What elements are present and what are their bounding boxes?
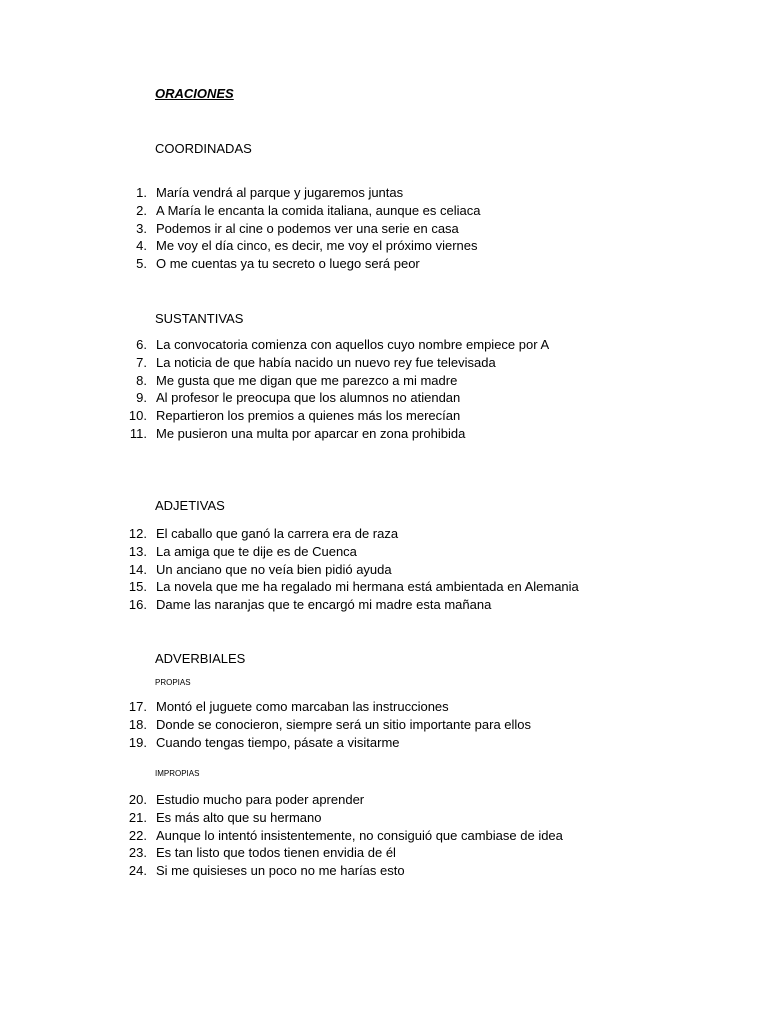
item-number: 10. [128, 408, 147, 424]
section-heading-adjetivas: ADJETIVAS [155, 498, 225, 513]
item-number: 7. [136, 354, 147, 370]
list-sustantivas [0, 336, 768, 443]
item-text: Un anciano que no veía bien pidió ayuda [156, 561, 392, 577]
item-number: 17. [128, 699, 147, 714]
subheading-propias: PROPIAS [155, 678, 191, 687]
item-text: La novela que me ha regalado mi hermana está ambientada en Alemania [156, 579, 579, 595]
item-text: O me cuentas ya tu secreto o luego será peor [156, 256, 420, 272]
item-text: Donde se conocieron, siempre será un sitio importante para ellos [156, 716, 532, 732]
section-heading-adverbiales: ADVERBIALES [155, 651, 246, 666]
list-item [0, 578, 768, 596]
item-text: María vendrá al parque y jugaremos juntas [156, 185, 404, 200]
section-heading-sustantivas: SUSTANTIVAS [155, 311, 244, 326]
list-item [0, 184, 768, 202]
item-text: Me voy el día cinco, es decir, me voy el próximo viernes [156, 238, 478, 254]
list-item [0, 698, 768, 716]
item-text: Estudio mucho para poder aprender [156, 792, 365, 807]
list-adverbiales-propias [0, 698, 768, 751]
list-adjetivas [0, 525, 768, 614]
subheading-impropias: IMPROPIAS [155, 769, 200, 778]
list-item [0, 844, 768, 862]
item-number: 11. [129, 425, 147, 441]
item-text: La noticia de que había nacido un nuevo rey fue televisada [156, 354, 496, 370]
item-number: 14. [128, 561, 147, 577]
item-number: 18. [128, 716, 147, 732]
item-text: Montó el juguete como marcaban las instrucciones [156, 699, 449, 714]
list-item [0, 561, 768, 579]
list-item [0, 596, 768, 614]
item-number: 8. [136, 372, 147, 388]
item-number: 1. [136, 185, 147, 200]
document-title: ORACIONES [155, 86, 234, 101]
item-number: 5. [136, 256, 147, 272]
item-text: La amiga que te dije es de Cuenca [156, 543, 357, 559]
list-item [0, 255, 768, 273]
item-text: Es más alto que su hermano [156, 809, 322, 825]
item-text: Aunque lo intentó insistentemente, no consiguió que cambiase de idea [156, 827, 563, 843]
list-item [0, 425, 768, 443]
list-adverbiales-impropias [0, 791, 768, 880]
item-number: 6. [136, 337, 147, 352]
item-number: 24. [128, 863, 147, 879]
item-number: 13. [128, 543, 147, 559]
item-number: 2. [136, 202, 147, 218]
list-item [0, 809, 768, 827]
item-text: Me pusieron una multa por aparcar en zona prohibida [156, 425, 466, 441]
list-coordinadas [0, 184, 768, 273]
list-item [0, 202, 768, 220]
item-number: 23. [128, 845, 147, 861]
item-text: Podemos ir al cine o podemos ver una serie en casa [156, 220, 459, 236]
item-text: Dame las naranjas que te encargó mi madre esta mañana [156, 597, 492, 613]
list-item [0, 525, 768, 543]
item-number: 19. [128, 734, 147, 750]
section-heading-coordinadas: COORDINADAS [155, 141, 252, 156]
list-item [0, 354, 768, 372]
item-number: 20. [128, 792, 147, 807]
list-item [0, 336, 768, 354]
item-text: Al profesor le preocupa que los alumnos no atiendan [156, 390, 461, 406]
list-item [0, 220, 768, 238]
list-item [0, 827, 768, 845]
list-item [0, 716, 768, 734]
item-text: A María le encanta la comida italiana, aunque es celiaca [156, 202, 481, 218]
list-item [0, 791, 768, 809]
item-text: La convocatoria comienza con aquellos cuyo nombre empiece por A [156, 337, 550, 352]
list-item [0, 734, 768, 752]
list-item [0, 372, 768, 390]
item-number: 15. [128, 579, 147, 595]
item-text: Repartieron los premios a quienes más los merecían [156, 408, 461, 424]
item-text: Cuando tengas tiempo, pásate a visitarme [156, 734, 400, 750]
item-number: 3. [136, 220, 147, 236]
item-number: 9. [136, 390, 147, 406]
item-text: El caballo que ganó la carrera era de raza [156, 526, 399, 541]
item-number: 22. [128, 827, 147, 843]
list-item [0, 407, 768, 425]
item-text: Me gusta que me digan que me parezco a mi madre [156, 372, 458, 388]
list-item [0, 389, 768, 407]
list-item [0, 543, 768, 561]
list-item [0, 237, 768, 255]
item-text: Si me quisieses un poco no me harías esto [156, 863, 405, 879]
item-number: 12. [128, 526, 147, 541]
item-number: 21. [128, 809, 147, 825]
item-number: 16. [128, 597, 147, 613]
item-number: 4. [136, 238, 147, 254]
item-text: Es tan listo que todos tienen envidia de él [156, 845, 396, 861]
list-item [0, 862, 768, 880]
